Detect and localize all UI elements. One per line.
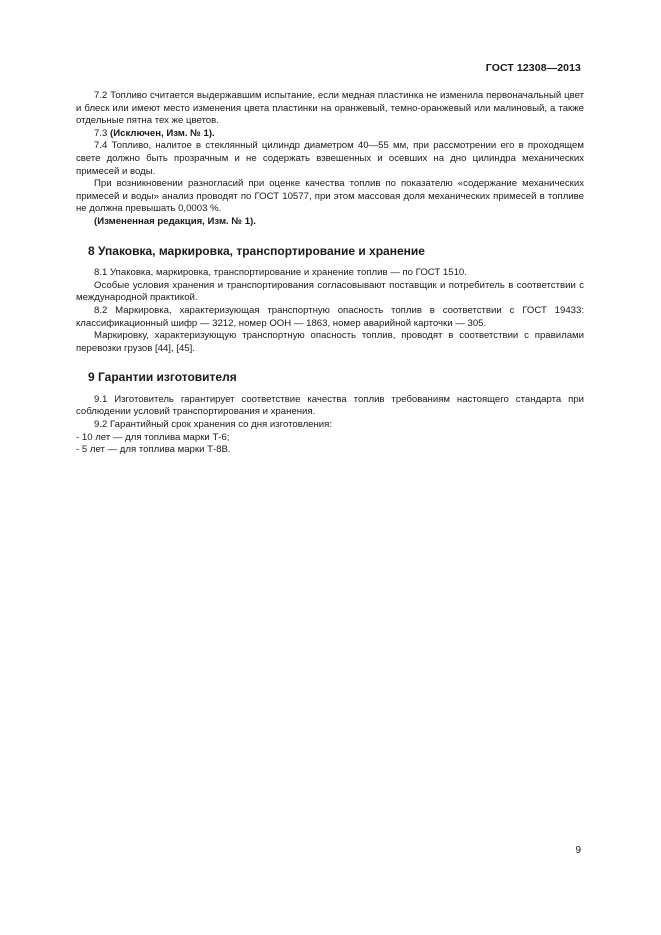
- list-item: - 5 лет — для топлива марки Т-8В.: [76, 444, 231, 456]
- section-9-title: 9 Гарантии изготовителя: [88, 370, 237, 385]
- paragraph-disagreement: При возникновении разногласий при оценке качества топлив по показателю «содержание механических примесей и воды» анализ проводят по ГОСТ 10577, при этом массовая доля механических примесей в топливе не должна превышать 0,0003 %.: [76, 178, 584, 215]
- page-number: 9: [575, 845, 581, 856]
- page-content: [76, 90, 584, 457]
- paragraph-9-2: 9.2 Гарантийный срок хранения со дня изготовления:: [94, 419, 333, 431]
- paragraph-7-3: [76, 128, 584, 141]
- paragraph-special-conditions: Особые условия хранения и транспортирования согласовывают поставщик и потребитель в соответствии с международной практикой.: [76, 279, 584, 304]
- paragraph-9-1: 9.1 Изготовитель гарантирует соответствие качества топлив требованиям настоящего стандарта при соблюдении условий транспортирования и хранения.: [76, 393, 584, 418]
- section-8-title: 8 Упаковка, маркировка, транспортирование и хранение: [88, 243, 425, 258]
- paragraph-7-3-text: (Исключен, Изм. № 1).: [110, 127, 215, 139]
- standard-code: ГОСТ 12308—2013: [485, 62, 581, 74]
- paragraph-marking: Маркировку, характеризующую транспортную опасность топлив, проводят в соответствии с правилами перевозки грузов [44], [45].: [76, 330, 584, 354]
- amendment-note: (Измененная редакция, Изм. № 1).: [94, 215, 256, 227]
- paragraph-8-2: 8.2 Маркировка, характеризующая транспортную опасность топлив в соответствии с ГОСТ 19433: классификационный шифр — 3212, номер ООН — 1863, номер аварийной карточки — 305.: [76, 304, 584, 329]
- paragraph-7-4: 7.4 Топливо, налитое в стеклянный цилиндр диаметром 40—55 мм, при рассмотрении его в проходящем свете должно быть прозрачным и не содержать взвешенных и осевших на дно цилиндра механических примесей и воды.: [76, 140, 584, 177]
- paragraph-7-2: 7.2 Топливо считается выдержавшим испытание, если медная пластинка не изменила первоначальный цвет и блеск или имеют место изменения цвета пластинки на оранжевый, темно-оранжевый или малиновый, а также отдельные пятна тех же цветов.: [76, 90, 584, 127]
- list-item: - 10 лет — для топлива марки Т-6;: [76, 431, 230, 443]
- paragraph-8-1: 8.1 Упаковка, маркировка, транспортирование и хранение топлив — по ГОСТ 1510.: [94, 267, 467, 279]
- paragraph-7-3-number: 7.3: [94, 127, 108, 139]
